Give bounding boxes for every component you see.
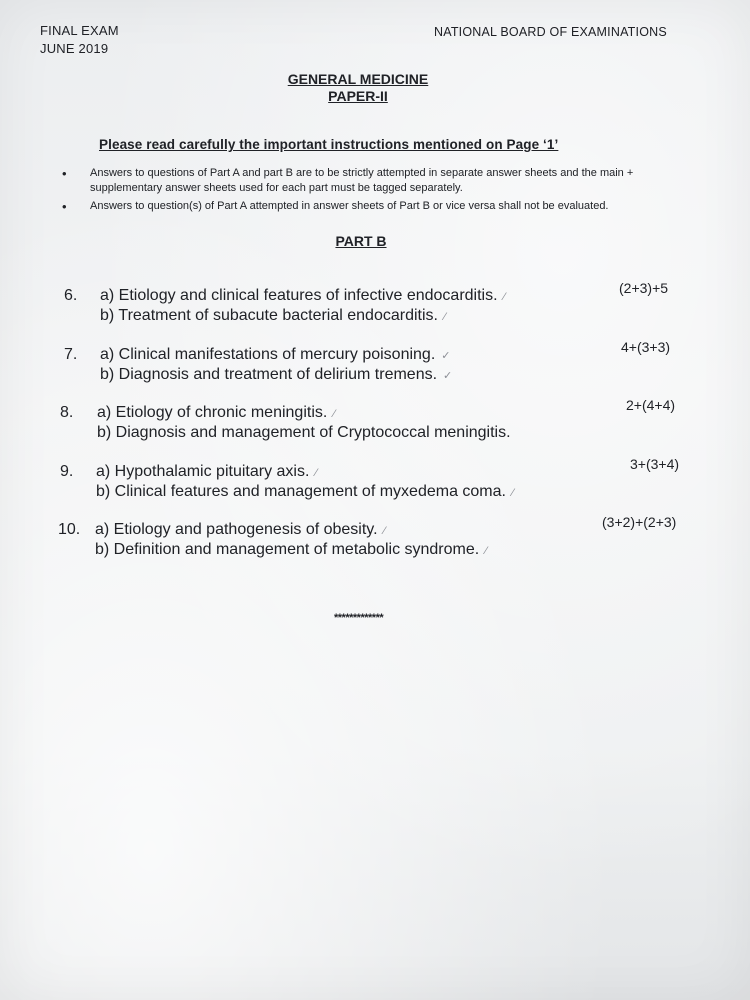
pen-dash-mark: ⁄ [443,311,446,323]
pen-tick-mark: ✓ [441,350,451,362]
question-part-a-text: a) Etiology and pathogenesis of obesity. [95,521,378,538]
question-number: 6. [64,287,78,304]
question-part-b [95,541,487,559]
question-part-a [96,463,317,481]
question-part-b [100,366,452,384]
question-part-b [100,307,446,325]
section-heading: PART B [335,233,387,249]
question-part-a-text: a) Hypothalamic pituitary axis. [96,463,310,480]
question-part-b [97,424,511,442]
instruction-item: • Answers to question(s) of Part A attempted in answer sheets of Part B or vice versa shall not be evaluated. [60,199,690,214]
pen-dash-mark: ⁄ [503,291,506,303]
question-number: 9. [60,463,74,480]
question-number: 10. [58,521,81,538]
exam-date: JUNE 2019 [40,41,109,56]
exam-type: FINAL EXAM [40,23,119,38]
question-part-a [97,404,335,422]
question-part-b-text: b) Diagnosis and management of Cryptococcal meningitis. [97,424,511,441]
pen-dash-mark: ⁄ [315,467,318,479]
question-part-b-text: b) Clinical features and management of myxedema coma. [96,483,506,500]
exam-board: NATIONAL BOARD OF EXAMINATIONS [434,25,667,39]
pen-dash-mark: ⁄ [383,525,386,537]
question-marks: 2+(4+4) [626,397,676,413]
pen-dash-mark: ⁄ [333,408,336,420]
question-part-a [100,287,505,305]
question-part-b-text: b) Treatment of subacute bacterial endocarditis. [100,307,438,324]
question-part-b-text: b) Definition and management of metabolic syndrome. [95,541,480,558]
question-part-b-text: b) Diagnosis and treatment of delirium tremens. [100,366,438,383]
pen-dash-mark: ⁄ [485,545,488,557]
question-part-b [96,483,514,501]
question-part-a-text: a) Etiology and clinical features of infective endocarditis. [100,287,498,304]
instructions-list [60,166,690,214]
question-number: 7. [64,346,78,363]
question-marks: 4+(3+3) [621,339,671,355]
end-of-paper-mark: ************* [334,612,384,624]
instructions-notice: Please read carefully the important instructions mentioned on Page ‘1’ [99,137,559,152]
question-number: 8. [60,404,74,421]
question-marks: 3+(3+4) [630,456,680,472]
paper-title: PAPER-II [328,88,388,104]
exam-header-left [40,22,119,58]
question-marks: (2+3)+5 [619,280,669,296]
pen-dash-mark: ⁄ [511,487,514,499]
question-marks: (3+2)+(2+3) [602,514,677,530]
question-part-a [95,521,385,539]
pen-tick-mark: ✓ [443,370,453,382]
question-part-a-text: a) Etiology of chronic meningitis. [97,404,328,421]
question-part-a [100,346,450,364]
subject-title: GENERAL MEDICINE [287,71,429,87]
instruction-item: • Answers to questions of Part A and part B are to be strictly attempted in separate answer sheets and the main + supplementary answer sheets used for each part must be tagged separately. [60,166,690,196]
question-part-a-text: a) Clinical manifestations of mercury poisoning. [100,346,436,363]
